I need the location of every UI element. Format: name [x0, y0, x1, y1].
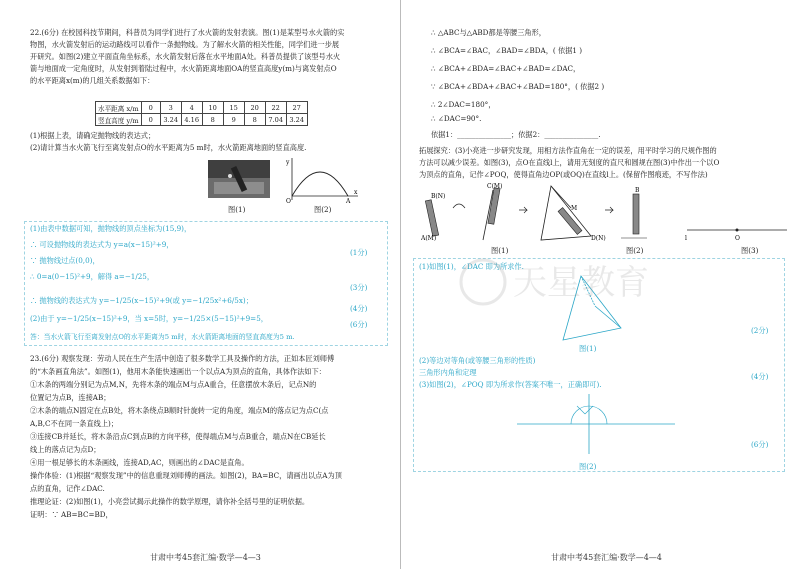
answer-figure-2 [511, 392, 681, 460]
parabola-curve [292, 172, 348, 196]
table-cell: 4.16 [181, 114, 202, 126]
watermark-logo [455, 252, 705, 312]
label-am: A(M) [421, 235, 437, 242]
q23-line: 推理论证：(2)如图(1)，小亮尝试揭示此操作的数学原理，请你补全括号里的证明依据。 [30, 497, 310, 506]
proof-line: ∴ ∠DAC=90°. [431, 114, 482, 123]
q22-answer: ∴ 抛物线的表达式为 y=−1/25(x−15)²+9(或 y=−1/25x²+6/5x)； [30, 296, 253, 305]
table-cell: 20 [244, 102, 265, 114]
figure-3-line [681, 220, 791, 244]
table-cell: 0 [141, 102, 160, 114]
fig1-caption: 图(1) [228, 205, 246, 214]
rotate-arrow [453, 204, 465, 208]
q23-answer: (3)如图(2)，∠POQ 即为所求作(答案不唯一，正确即可). [419, 380, 602, 389]
proof-line: ∵ ∠BCA+∠BDA+∠BAC+∠BAD=180°，( 依据2 ) [431, 82, 605, 91]
extension-line: 为顶点的直角，记作∠POQ，使得直角边OP(或OQ)在直线l上。(保留作图痕迹，不写作法) [419, 170, 708, 179]
table-cell: 9 [223, 114, 244, 126]
page-footer: 甘肃中考45套汇编·数学—4—4 [551, 553, 662, 562]
arrow [519, 207, 527, 213]
q23-line: 证明：∵ AB=BC=BD， [30, 510, 113, 519]
q22-line: 箭与地面成一定角度时，从发射到着陆过程中，水火箭距离地面OA的竖直高度y(m)与离发射点O [30, 64, 337, 73]
proof-line: ∴ ∠BCA+∠BDA=∠BAC+∠BAD=∠DAC， [431, 64, 581, 73]
point-o [736, 229, 739, 232]
table-cell: 水平距离 x/m [96, 102, 142, 114]
q23-line: 线上的落点记为点D； [30, 445, 101, 454]
point-a-label: A [346, 198, 351, 204]
table-cell: 4 [181, 102, 202, 114]
table-row [96, 114, 308, 126]
triangle-result [541, 186, 591, 240]
q22-answer: ∵ 抛物线过点(0,0)， [30, 256, 100, 265]
table-cell: 22 [265, 102, 286, 114]
table-cell: 3.24 [160, 114, 181, 126]
basis-line: 依据1：_______________；依据2：_______________. [431, 130, 601, 139]
q23-answer: (2)等边对等角(或等腰三角形的性质) [419, 356, 536, 365]
q23-line: 位置记为点B，连接AB； [30, 393, 111, 402]
proof-line: ∴ ∠BCA=∠BAC，∠BAD=∠BDA，( 依据1 ) [431, 46, 583, 55]
y-label: y [286, 159, 290, 166]
score: (4分) [350, 304, 368, 313]
table-cell: 0 [141, 114, 160, 126]
q23-head: 23.(6分) 观察发现：劳动人民在生产生活中创造了很多数学工具及操作的方法，正如本匠刘师傅 [30, 354, 335, 363]
q22-answer: ∴ 0=a(0−15)²+9，解得 a=−1/25， [30, 272, 155, 281]
page-footer: 甘肃中考45套汇编·数学—4—3 [150, 553, 261, 562]
fig2-caption: 图(2) [314, 205, 332, 214]
q22-line: 开研究。如图(2)建立平面直角坐标系，水火箭发射后落在水平地面A处。科普员提供了该型号水火 [30, 52, 341, 61]
table-cell: 竖直高度 y/m [96, 114, 142, 126]
label-c: C(M) [487, 183, 503, 190]
score: (6分) [350, 320, 368, 329]
extension-line: 拓展探究：(3)小亮进一步研究发现，用相方法作直角在一定的误差，用平时学习的尺规作图的 [419, 146, 717, 155]
watermark [455, 252, 705, 312]
fig3-caption: 图(3) [741, 246, 759, 255]
q23-answer: (1)如图(1)，∠DAC 即为所求作. [419, 262, 524, 271]
label-b: B [635, 187, 640, 194]
proof-line: ∴ 2∠DAC=180°， [431, 100, 496, 109]
table-cell: 3 [160, 102, 181, 114]
q23-line: ①木条的两端分别记为点M,N，先将木条的端点M与点A重合，任意摆放木条后，记点N的 [30, 380, 317, 389]
parabola-figure [282, 154, 362, 204]
q23-line: 点的直角，记作∠DAC. [30, 484, 105, 493]
q23-line: 的“木条画直角法”。如图(1)，他用木条能快速画出一个以点A为顶点的直角，具体作法如下： [30, 367, 326, 376]
answer-fig-caption: 图(2) [579, 462, 597, 471]
label-dn: D(N) [591, 235, 606, 242]
fig1-caption: 图(1) [491, 246, 509, 255]
table-cell: 27 [286, 102, 307, 114]
table-cell: 15 [223, 102, 244, 114]
table-row [96, 102, 308, 114]
score: (4分) [751, 372, 769, 381]
label-bm: M [571, 205, 578, 212]
q22-line: 物图，水火箭发射后的运动路线可以看作一条抛物线。为了解水火箭的相关性能，同学们进一步展 [30, 40, 340, 49]
q22-answer: (1)由表中数据可知，抛物线的顶点坐标为(15,9)， [30, 224, 192, 233]
q23-line: ④用一根足够长的木条画线，连接AD,AC，则画出的∠DAC是直角。 [30, 458, 249, 467]
table-cell: 7.04 [265, 114, 286, 126]
q22-sub2: (2)请计算当水火箭飞行至离发射点O的水平距离为5 m时，水火箭距离地面的竖直高度. [30, 143, 307, 152]
stick-rotate [483, 188, 500, 240]
q22-answer: ∴ 可设抛物线的表达式为 y=a(x−15)²+9， [30, 240, 174, 249]
extension-line: 方法可以减少误差。如图(3)，点O在直线l上，请用无刻度的直尺和圆规在图(3)中作出一个以O [419, 158, 720, 167]
q23-answer: 三角形内角和定理 [419, 368, 477, 377]
answer-fig-caption: 图(1) [579, 344, 597, 353]
q22-answer: 答：当水火箭飞行至离发射点O的水平距离为5 m时，水火箭距离地面的竖直高度为5 m. [30, 333, 295, 341]
watermark-text: 天星教育 [513, 263, 649, 303]
score: (6分) [751, 440, 769, 449]
figure-1-diagram [421, 180, 681, 244]
fig2-caption: 图(2) [626, 246, 644, 255]
data-table [95, 101, 308, 126]
stick-start [425, 200, 438, 236]
q22-head: 22.(6分) 在校园科技节期间，科普员为同学们进行了水火箭的发射表演。图(1)是某型号水火箭的实 [30, 28, 345, 37]
table-cell: 8 [202, 114, 223, 126]
table-cell: 3.24 [286, 114, 307, 126]
q23-line: ②木条的端点N固定在点B处，将木条绕点B顺时针旋转一定的角度，端点M的落点记为点C(点 [30, 406, 329, 415]
label-bn: B(N) [431, 193, 446, 200]
table-cell: 10 [202, 102, 223, 114]
score: (2分) [751, 326, 769, 335]
label-l: l [685, 235, 687, 242]
score: (3分) [350, 283, 368, 292]
origin-label: O [286, 198, 291, 204]
label-o: O [735, 235, 740, 242]
rocket-photo [208, 160, 270, 198]
q22-line: 的水平距离x(m)的几组关系数据如下： [30, 76, 155, 85]
q23-line: A,B,C不在同一条直线上)； [30, 419, 119, 428]
q22-answer: (2)由于 y=−1/25(x−15)²+9，当 x=5时，y=−1/25×(5−15)²+9=5， [30, 314, 268, 323]
q22-sub1: (1)根据上表，请确定抛物线的表达式； [30, 131, 156, 140]
score: (1分) [350, 248, 368, 257]
arrow [605, 207, 613, 213]
stick-final [621, 194, 647, 238]
proof-line: ∴ △ABC与△ABD都是等腰三角形， [431, 28, 546, 37]
q23-line: 操作体验：(1)根据“观察发现”中的信息重现刘师傅的画法。如图(2)，BA=BC，请画出以点A为顶 [30, 471, 342, 480]
q23-line: ③连接CB并延长，将木条沿点C到点B的方向平移，使得端点M与点B重合，端点N在CB延长 [30, 432, 326, 441]
x-label: x [354, 189, 358, 196]
table-cell: 8 [244, 114, 265, 126]
